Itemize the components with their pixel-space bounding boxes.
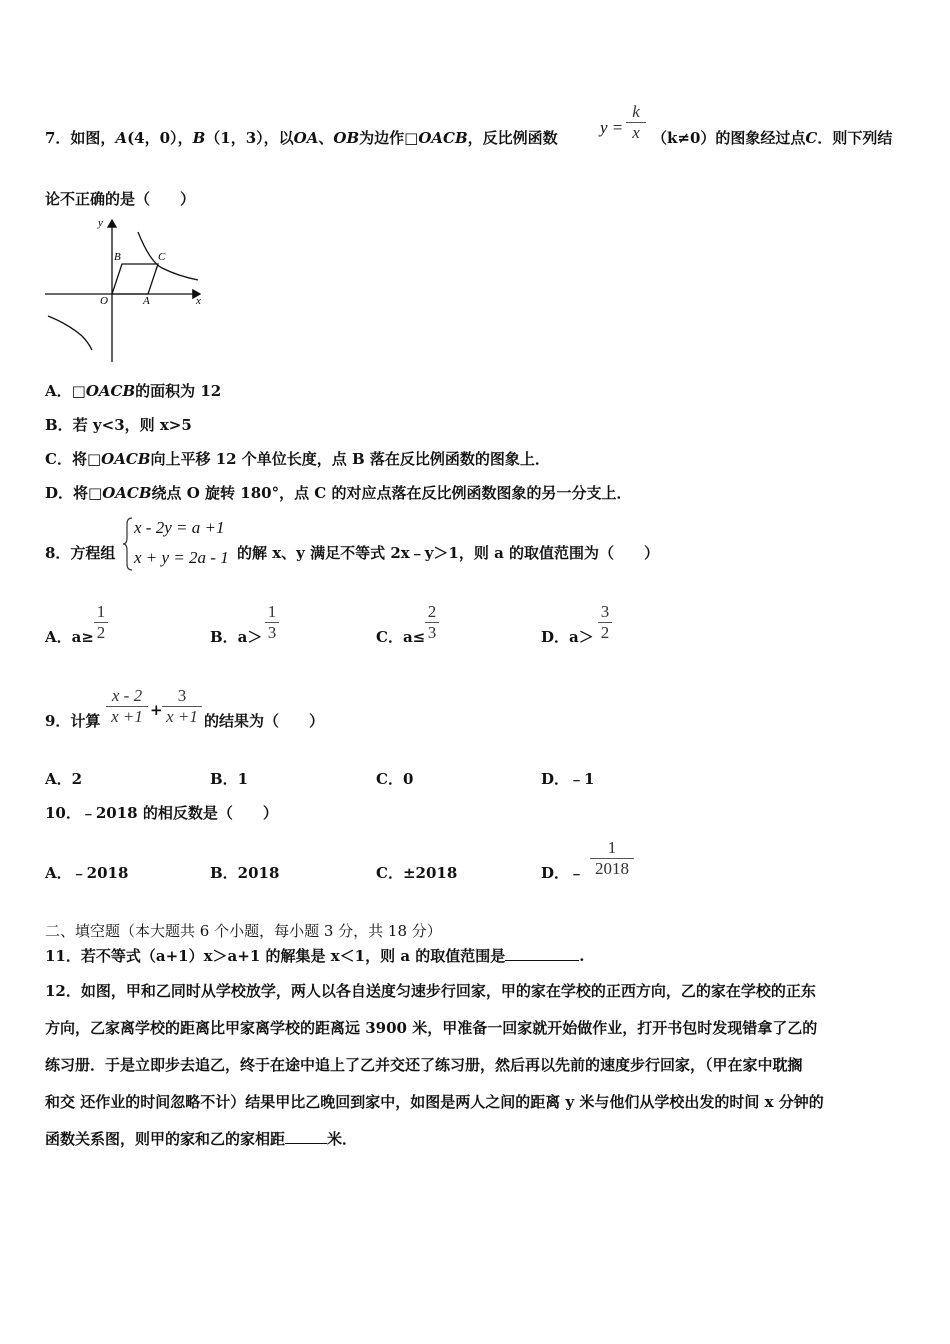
q9-option-c[interactable]: C．0 xyxy=(376,770,414,788)
point-b-figure-label: B xyxy=(114,251,121,263)
point-a-figure-label: A xyxy=(143,295,150,307)
q10-option-b[interactable]: B．2018 xyxy=(210,864,280,882)
q7-stem-line2: 论不正确的是（ ） xyxy=(45,190,196,208)
q9-plus: + xyxy=(150,701,163,719)
x-axis-label: x xyxy=(196,295,201,307)
q7-option-d[interactable]: D．将□OACB绕点 O 旋转 180°，点 C 的对应点落在反比例函数图象的另一分支上． xyxy=(45,484,632,502)
q8-option-c-label[interactable]: C．a≤ xyxy=(376,628,426,646)
parallelogram-label: □OACB xyxy=(404,129,468,147)
q11-answer-blank[interactable] xyxy=(505,946,579,961)
q9-prefix: 9．计算 xyxy=(45,712,101,730)
q8-stem: 的解 x、y 满足不等式 2x﹣y＞1，则 a 的取值范围为（ ） xyxy=(237,544,660,562)
q10-option-d-fraction: 1 2018 xyxy=(590,838,634,879)
y-axis-label: y xyxy=(98,217,103,229)
q8-brace xyxy=(122,516,134,572)
q12-answer-blank[interactable] xyxy=(285,1129,327,1144)
q8-option-b-fraction: 1 3 xyxy=(265,602,279,643)
hyperbola-branch-lower xyxy=(48,316,92,350)
q10-option-c[interactable]: C．±2018 xyxy=(376,864,458,882)
hyperbola-branch-upper xyxy=(138,232,198,280)
q10-option-a[interactable]: A．﹣2018 xyxy=(45,864,129,882)
q8-option-c-fraction: 2 3 xyxy=(425,602,439,643)
q9-option-b[interactable]: B．1 xyxy=(210,770,249,788)
origin-label: O xyxy=(100,295,108,307)
q12-line-5: 函数关系图，则甲的家和乙的家相距 米． xyxy=(45,1130,358,1148)
q7-option-b[interactable]: B．若 y<3，则 x>5 xyxy=(45,416,192,434)
q9-fraction-2: 3 x +1 xyxy=(162,686,202,727)
q10-stem: 10．﹣2018 的相反数是（ ） xyxy=(45,804,278,822)
q9-option-a[interactable]: A．2 xyxy=(45,770,83,788)
q7-func-lhs: y = xyxy=(600,118,624,137)
q12-line-3: 练习册．于是立即步去追乙，终于在途中追上了乙并交还了练习册，然后再以先前的速度步行回家，（甲在家中耽搁 xyxy=(45,1056,803,1074)
q8-option-d-fraction: 3 2 xyxy=(598,602,612,643)
section-2-heading: 二、填空题（本大题共 6 个小题，每小题 3 分，共 18 分） xyxy=(45,922,442,940)
q8-equation-1: x - 2y = a +1 xyxy=(134,518,225,537)
q8-option-a-fraction: 1 2 xyxy=(94,602,108,643)
q12-line-4: 和交 还作业的时间忽略不计）结果甲比乙晚回到家中，如图是两人之间的距离 y 米与他们从学校出发的时间 x 分钟的 xyxy=(45,1093,824,1111)
parallelogram-oacb xyxy=(112,264,158,294)
q9-fraction-1: x - 2 x +1 xyxy=(106,686,148,727)
q7-stem-line1-end: （k≠0）的图象经过点C．则下列结 xyxy=(652,129,893,147)
q7-option-a[interactable]: A．□OACB的面积为 12 xyxy=(45,382,222,400)
point-c-figure-label: C xyxy=(158,251,166,263)
q8-equation-2: x + y = 2a - 1 xyxy=(134,548,229,567)
q9-stem: 的结果为（ ） xyxy=(204,712,325,730)
q7-graph-figure xyxy=(40,212,210,367)
q7-func-fraction: k x xyxy=(626,102,646,143)
q8-option-a-label[interactable]: A．a≥ xyxy=(45,628,94,646)
q8-option-b-label[interactable]: B．a＞ xyxy=(210,628,263,646)
point-b-label: B xyxy=(192,129,206,147)
q10-option-d-label[interactable]: D．﹣ xyxy=(541,864,585,882)
q7-option-c[interactable]: C．将□OACB向上平移 12 个单位长度，点 B 落在反比例函数的图象上． xyxy=(45,450,550,468)
q12-line-1: 12．如图，甲和乙同时从学校放学，两人以各自送度匀速步行回家，甲的家在学校的正西方向，乙的家在学校的正东 xyxy=(45,982,816,1000)
q9-option-d[interactable]: D．﹣1 xyxy=(541,770,595,788)
q11-stem: 11．若不等式（a+1）x＞a+1 的解集是 x＜1，则 a 的取值范围是 . xyxy=(45,947,585,965)
q8-option-d-label[interactable]: D．a＞ xyxy=(541,628,594,646)
point-a-label: A xyxy=(115,129,128,147)
q12-line-2: 方向，乙家离学校的距离比甲家离学校的距离远 3900 米，甲准备一回家就开始做作业，打开书包时发现错拿了乙的 xyxy=(45,1019,818,1037)
q8-prefix: 8．方程组 xyxy=(45,544,116,562)
q7-stem-line1: 7．如图，A(4，0），B（1，3），以OA、OB为边作□OACB，反比例函数 xyxy=(45,129,558,147)
